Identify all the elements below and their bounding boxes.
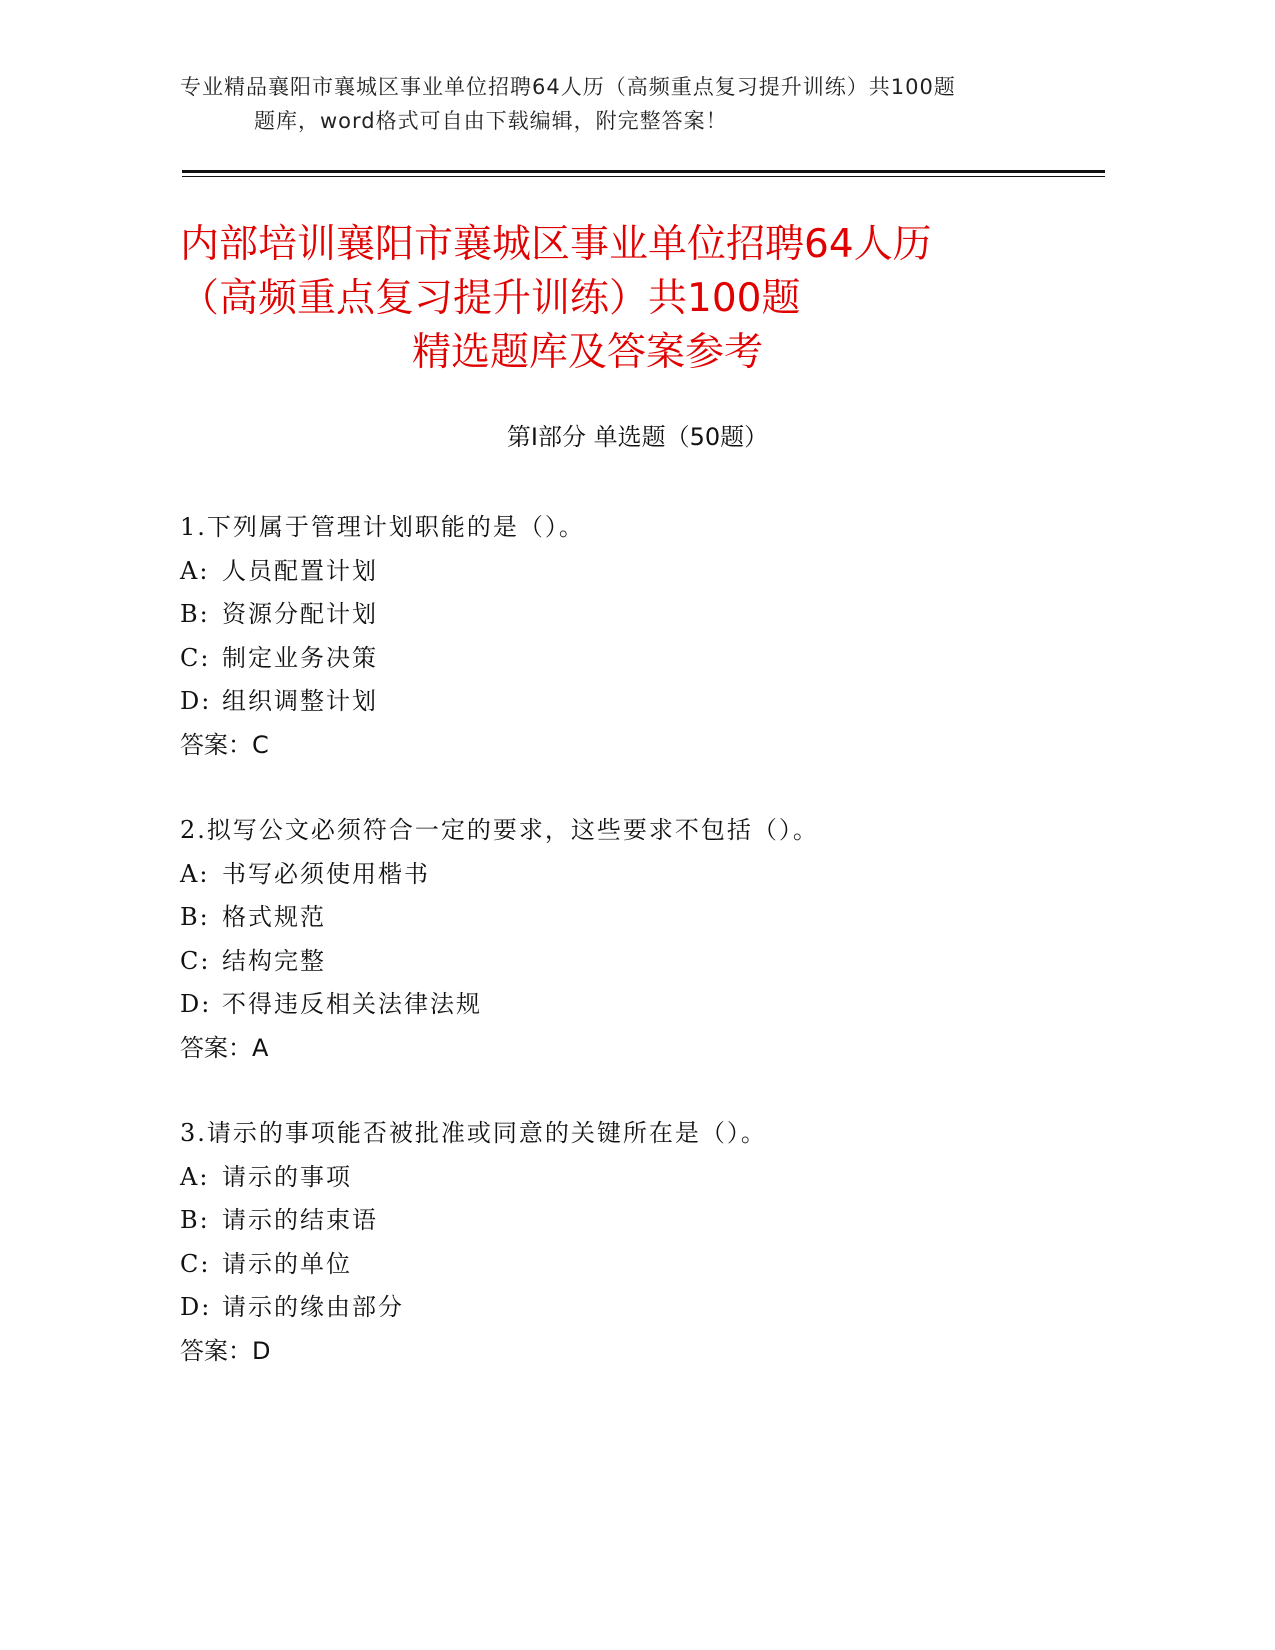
option-label: B: bbox=[180, 903, 210, 931]
option-d bbox=[180, 1286, 1100, 1330]
title-line-2: （高频重点复习提升训练）共100题 bbox=[180, 276, 801, 321]
option-label: A: bbox=[180, 556, 210, 585]
document-title bbox=[180, 218, 1080, 380]
answer: 答案：A bbox=[180, 1033, 269, 1062]
option-label: B: bbox=[180, 600, 210, 628]
option-b bbox=[180, 1199, 1100, 1243]
question-stem: 3.请示的事项能否被批准或同意的关键所在是（）。 bbox=[180, 1119, 767, 1147]
option-c bbox=[180, 1243, 1100, 1287]
question-stem: 1.下列属于管理计划职能的是（）。 bbox=[180, 513, 585, 541]
option-text: 人员配置计划 bbox=[222, 556, 378, 585]
option-label: C: bbox=[180, 1249, 211, 1278]
option-label: C: bbox=[180, 946, 211, 975]
option-label: D: bbox=[180, 990, 212, 1018]
option-a bbox=[180, 550, 1100, 594]
option-b bbox=[180, 593, 1100, 637]
option-text: 请示的结束语 bbox=[222, 1206, 378, 1234]
option-text: 不得违反相关法律法规 bbox=[222, 990, 482, 1018]
option-text: 请示的单位 bbox=[222, 1249, 352, 1278]
option-label: C: bbox=[180, 643, 211, 672]
option-text: 组织调整计划 bbox=[222, 687, 378, 715]
question-2 bbox=[180, 809, 1100, 1070]
question-list bbox=[180, 506, 1100, 1415]
header-divider-thick bbox=[182, 170, 1105, 173]
title-line-3: 精选题库及答案参考 bbox=[412, 330, 764, 375]
document-header bbox=[180, 70, 1080, 138]
option-label: D: bbox=[180, 1293, 212, 1321]
header-divider-thin bbox=[182, 176, 1105, 177]
option-label: B: bbox=[180, 1206, 210, 1234]
answer: 答案：C bbox=[180, 730, 269, 759]
option-label: A: bbox=[180, 1162, 210, 1191]
answer: 答案：D bbox=[180, 1336, 271, 1365]
option-d bbox=[180, 983, 1100, 1027]
title-line-1: 内部培训襄阳市襄城区事业单位招聘64人历 bbox=[180, 222, 932, 267]
section-heading: 第Ⅰ部分 单选题（50题） bbox=[506, 423, 769, 451]
header-line-1: 专业精品襄阳市襄城区事业单位招聘64人历（高频重点复习提升训练）共100题 bbox=[180, 75, 956, 99]
option-text: 资源分配计划 bbox=[222, 600, 378, 628]
option-a bbox=[180, 1156, 1100, 1200]
option-text: 书写必须使用楷书 bbox=[222, 859, 430, 888]
option-text: 结构完整 bbox=[222, 946, 326, 975]
option-b bbox=[180, 896, 1100, 940]
option-text: 制定业务决策 bbox=[222, 643, 378, 672]
option-a bbox=[180, 853, 1100, 897]
option-label: A: bbox=[180, 859, 210, 888]
option-c bbox=[180, 940, 1100, 984]
question-stem: 2.拟写公文必须符合一定的要求，这些要求不包括（）。 bbox=[180, 816, 819, 844]
option-c bbox=[180, 637, 1100, 681]
option-text: 请示的事项 bbox=[222, 1162, 352, 1191]
header-line-2: 题库，word格式可自由下载编辑，附完整答案！ bbox=[254, 109, 728, 133]
option-text: 格式规范 bbox=[222, 903, 326, 931]
option-label: D: bbox=[180, 687, 212, 715]
option-text: 请示的缘由部分 bbox=[222, 1293, 404, 1321]
question-3 bbox=[180, 1112, 1100, 1373]
option-d bbox=[180, 680, 1100, 724]
question-1 bbox=[180, 506, 1100, 767]
